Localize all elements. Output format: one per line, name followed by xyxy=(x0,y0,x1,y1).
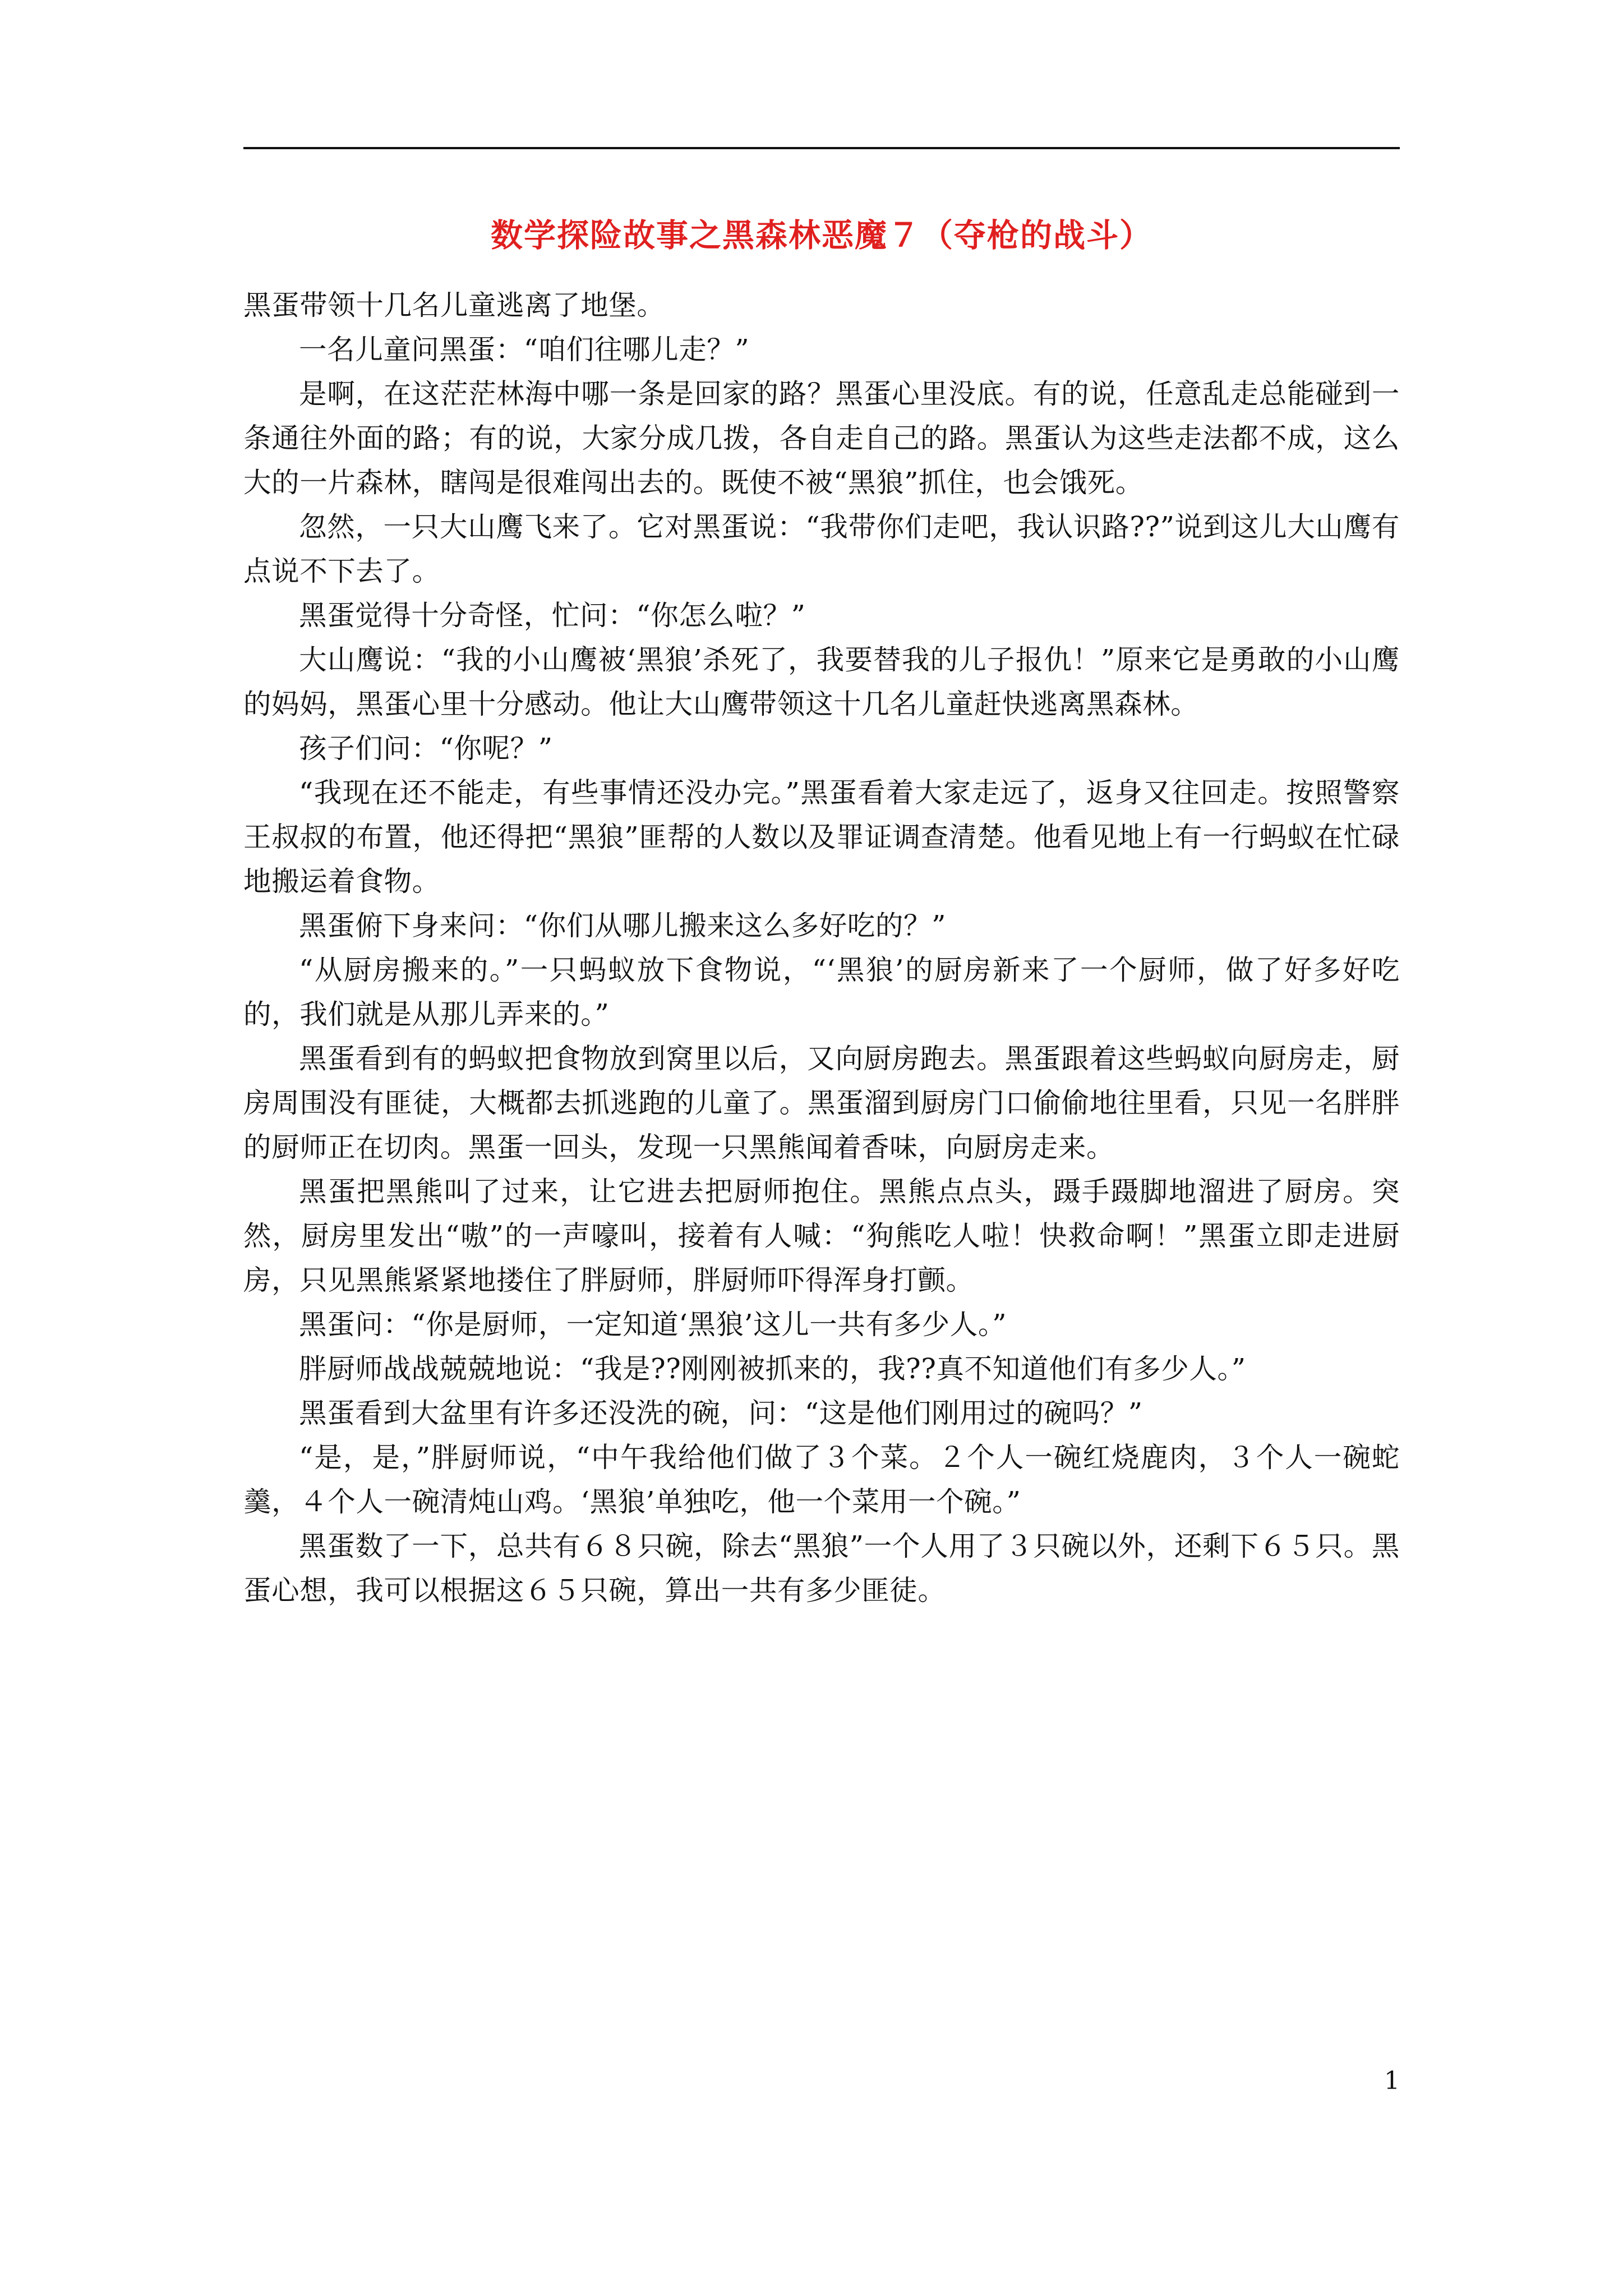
paragraph: “是，是，”胖厨师说，“中午我给他们做了３个菜。２个人一碗红烧鹿肉，３个人一碗蛇羹，４个人一碗清炖山鸡。‘黑狼’单独吃，他一个菜用一个碗。” xyxy=(243,1441,1400,1518)
paragraph: 一名儿童问黑蛋：“咱们往哪儿走？” xyxy=(299,333,750,366)
document-body xyxy=(243,283,1400,1613)
paragraph: 黑蛋带领十几名儿童逃离了地堡。 xyxy=(243,289,665,321)
paragraph: 黑蛋俯下身来问：“你们从哪儿搬来这么多好吃的？” xyxy=(299,909,947,942)
paragraph: 是啊，在这茫茫林海中哪一条是回家的路？黑蛋心里没底。有的说，任意乱走总能碰到一条通往外面的路；有的说，大家分成几拨，各自走自己的路。黑蛋认为这些走法都不成，这么大的一片森林，瞎闯是很难闯出去的。既使不被“黑狼”抓住，也会饿死。 xyxy=(243,378,1400,499)
paragraph: 大山鹰说：“我的小山鹰被‘黑狼’杀死了，我要替我的儿子报仇！”原来它是勇敢的小山鹰的妈妈，黑蛋心里十分感动。他让大山鹰带领这十几名儿童赶快逃离黑森林。 xyxy=(243,643,1400,720)
paragraph: 忽然，一只大山鹰飞来了。它对黑蛋说：“我带你们走吧，我认识路??”说到这儿大山鹰有点说不下去了。 xyxy=(243,510,1400,587)
paragraph: 黑蛋看到有的蚂蚁把食物放到窝里以后，又向厨房跑去。黑蛋跟着这些蚂蚁向厨房走，厨房周围没有匪徒，大概都去抓逃跑的儿童了。黑蛋溜到厨房门口偷偷地往里看，只见一名胖胖的厨师正在切肉。黑蛋一回头，发现一只黑熊闻着香味，向厨房走来。 xyxy=(243,1042,1400,1163)
paragraph: 黑蛋觉得十分奇怪，忙问：“你怎么啦？” xyxy=(299,599,806,632)
paragraph: “我现在还不能走，有些事情还没办完。”黑蛋看着大家走远了，返身又往回走。按照警察王叔叔的布置，他还得把“黑狼”匪帮的人数以及罪证调查清楚。他看见地上有一行蚂蚁在忙碌地搬运着食物。 xyxy=(243,776,1400,898)
page-number: 1 xyxy=(1384,2067,1400,2095)
header-rule xyxy=(243,147,1400,149)
paragraph: 黑蛋看到大盆里有许多还没洗的碗，问：“这是他们刚用过的碗吗？” xyxy=(299,1397,1143,1429)
paragraph: 胖厨师战战兢兢地说：“我是??刚刚被抓来的，我??真不知道他们有多少人。” xyxy=(299,1352,1246,1385)
paragraph: 孩子们问：“你呢？” xyxy=(299,732,553,765)
paragraph: 黑蛋数了一下，总共有６８只碗，除去“黑狼”一个人用了３只碗以外，还剩下６５只。黑蛋心想，我可以根据这６５只碗，算出一共有多少匪徒。 xyxy=(243,1530,1400,1607)
paragraph: “从厨房搬来的。”一只蚂蚁放下食物说，“‘黑狼’的厨房新来了一个厨师，做了好多好吃的，我们就是从那儿弄来的。” xyxy=(243,954,1400,1030)
paragraph: 黑蛋把黑熊叫了过来，让它进去把厨师抱住。黑熊点点头，蹑手蹑脚地溜进了厨房。突然，厨房里发出“嗷”的一声嚎叫，接着有人喊：“狗熊吃人啦！快救命啊！”黑蛋立即走进厨房，只见黑熊紧紧地搂住了胖厨师，胖厨师吓得浑身打颤。 xyxy=(243,1175,1400,1296)
document-title: 数学探险故事之黑森林恶魔７（夺枪的战斗） xyxy=(491,217,1152,254)
paragraph: 黑蛋问：“你是厨师，一定知道‘黑狼’这儿一共有多少人。” xyxy=(299,1308,1007,1341)
